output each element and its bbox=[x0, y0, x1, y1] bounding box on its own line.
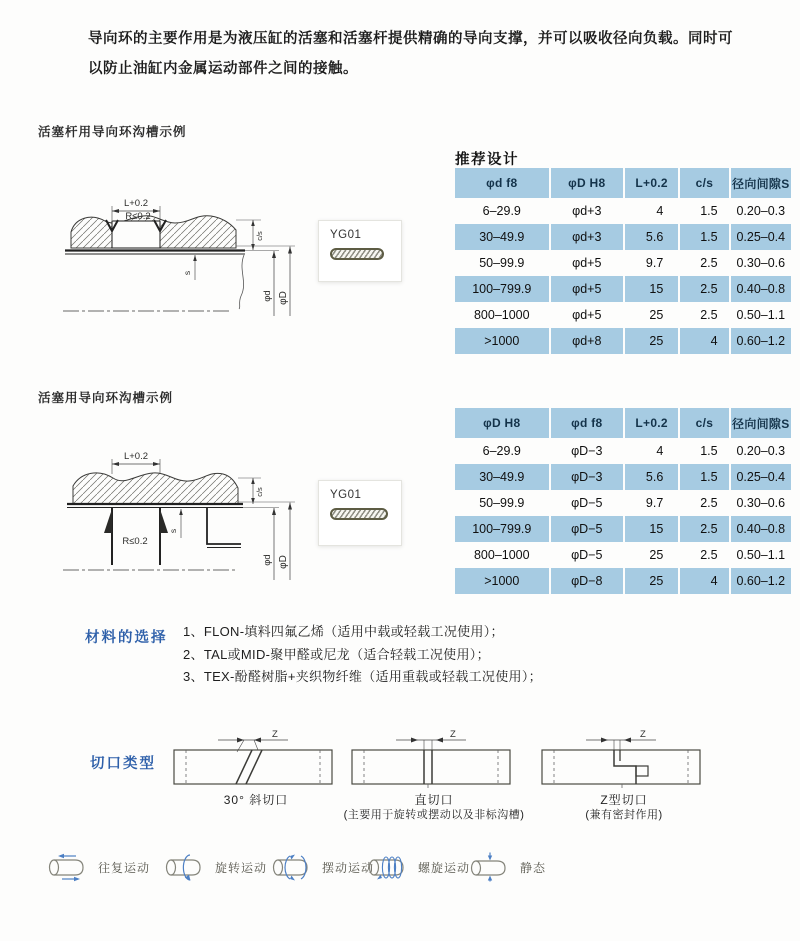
ring-strip bbox=[542, 750, 700, 784]
ext-line bbox=[254, 740, 258, 750]
groove-chamfer-right bbox=[160, 509, 168, 533]
dim-label-phid: φd bbox=[262, 554, 273, 566]
table-cell: 5.6 bbox=[625, 464, 678, 490]
arrowhead bbox=[288, 247, 292, 254]
dim-label-phid: φd bbox=[262, 290, 273, 302]
table-cell: >1000 bbox=[455, 328, 549, 354]
table-row bbox=[455, 464, 791, 490]
rotary-motion-icon bbox=[163, 852, 207, 882]
table-row bbox=[455, 568, 791, 594]
section-piston-heading: 活塞用导向环沟槽示例 bbox=[38, 391, 174, 405]
arrowhead bbox=[436, 738, 443, 743]
cylinder-wall-section bbox=[73, 473, 238, 504]
column-header: L+0.2 bbox=[625, 408, 678, 438]
table-cell: 9.7 bbox=[645, 256, 664, 270]
z-cut-line bbox=[614, 750, 636, 784]
piston-groove-drawing bbox=[55, 438, 317, 610]
table-cell: 0.40–0.8 bbox=[731, 276, 791, 302]
table-cell: 4 bbox=[680, 328, 728, 354]
table-cell: 25 bbox=[649, 548, 664, 562]
reciprocating-motion-icon bbox=[46, 852, 90, 882]
table-cell: 6–29.9 bbox=[482, 204, 521, 218]
dim-label-Z: Z bbox=[450, 729, 456, 740]
arrowhead bbox=[254, 738, 261, 743]
table-cell: 25 bbox=[625, 568, 678, 594]
table-row bbox=[455, 328, 791, 354]
arrowhead bbox=[251, 220, 255, 226]
motion-static bbox=[468, 852, 546, 882]
table-cell: >1000 bbox=[455, 568, 549, 594]
column-header: φd f8 bbox=[551, 408, 623, 438]
motion-oscillating bbox=[270, 852, 374, 882]
profile-code: YG01 bbox=[330, 489, 362, 501]
rod-groove-drawing bbox=[55, 178, 317, 350]
arrowhead bbox=[272, 508, 276, 515]
table-cell: 0.60–1.2 bbox=[731, 568, 791, 594]
table-cell: 50–99.9 bbox=[479, 256, 525, 270]
ring-strip bbox=[174, 750, 332, 784]
column-header: 径向间隙S bbox=[731, 408, 791, 438]
motion-reciprocating bbox=[46, 852, 150, 882]
motion-label: 螺旋运动 bbox=[418, 860, 471, 875]
table-cell: 2.5 bbox=[680, 276, 728, 302]
arrowhead bbox=[112, 462, 119, 466]
table-cell: 2.5 bbox=[680, 516, 728, 542]
table-cell: φd+5 bbox=[572, 256, 602, 270]
piston-step bbox=[207, 508, 241, 544]
table-cell: 0.40–0.8 bbox=[731, 516, 791, 542]
table-cell: 100–799.9 bbox=[455, 276, 549, 302]
column-header: 径向间隙S bbox=[731, 168, 791, 198]
table-title: 推荐设计 bbox=[455, 152, 519, 168]
table-cell: 2.5 bbox=[700, 548, 718, 562]
ring-cross-section bbox=[330, 508, 388, 520]
intro-paragraph: 导向环的主要作用是为液压缸的活塞和活塞杆提供精确的导向支撑，并可以吸收径向负载。同时可以防止油缸内金属运动部件之间的接触。 bbox=[88, 31, 733, 77]
table-cell: φd+3 bbox=[572, 204, 602, 218]
groove-chamfer-left bbox=[104, 509, 112, 533]
table-cell: 0.25–0.4 bbox=[731, 224, 791, 250]
materials-label: 材料的选择 bbox=[85, 630, 168, 646]
ring-strip bbox=[352, 750, 510, 784]
arrowhead bbox=[193, 255, 197, 261]
dim-label-cs: c/s bbox=[255, 231, 264, 241]
motion-label: 旋转运动 bbox=[215, 860, 268, 875]
table-cell: 1.5 bbox=[700, 204, 718, 218]
table-cell: φd+5 bbox=[551, 276, 623, 302]
arrowhead bbox=[153, 462, 160, 466]
helical-motion-icon bbox=[366, 852, 410, 882]
static-icon bbox=[468, 852, 512, 882]
column-header: φd f8 bbox=[455, 168, 549, 198]
motion-label: 往复运动 bbox=[98, 860, 151, 875]
dim-label-L: L+0.2 bbox=[123, 198, 149, 209]
table-cell: 15 bbox=[625, 516, 678, 542]
profile-card-piston bbox=[318, 480, 402, 546]
table-row bbox=[455, 276, 791, 302]
table-row bbox=[455, 516, 791, 542]
table-cell: 5.6 bbox=[625, 224, 678, 250]
groove-cavity bbox=[112, 221, 160, 248]
cut-name-slant: 30° 斜切口 bbox=[223, 793, 289, 807]
arrowhead bbox=[272, 251, 276, 258]
table-cell: 50–99.9 bbox=[479, 496, 525, 510]
table-cell: 0.50–1.1 bbox=[736, 308, 786, 322]
table-cell: φd+5 bbox=[572, 308, 602, 322]
table-cell: φD−5 bbox=[551, 516, 623, 542]
table-row bbox=[455, 302, 791, 328]
table-row bbox=[455, 490, 791, 516]
table-cell: φD−5 bbox=[571, 496, 603, 510]
table-cell: 25 bbox=[625, 328, 678, 354]
header-row bbox=[455, 168, 791, 198]
table-cell: 9.7 bbox=[645, 496, 664, 510]
dim-label-phiD: φD bbox=[278, 291, 289, 305]
motion-rotary bbox=[163, 852, 267, 882]
table-cell: 1.5 bbox=[680, 224, 728, 250]
table-cell: 1.5 bbox=[680, 464, 728, 490]
piston-design-table bbox=[453, 408, 793, 594]
arrowhead bbox=[601, 738, 608, 743]
table-row bbox=[455, 250, 791, 276]
profile-code: YG01 bbox=[330, 229, 362, 241]
table-cell: φD−5 bbox=[571, 548, 603, 562]
cut-diagram-straight bbox=[348, 728, 520, 790]
materials-list bbox=[183, 621, 663, 689]
arrowhead bbox=[112, 209, 119, 213]
cut-note-straight: (主要用于旋转或摆动以及非标沟槽) bbox=[343, 809, 525, 821]
table-cell: 0.20–0.3 bbox=[736, 444, 786, 458]
column-header: c/s bbox=[680, 408, 728, 438]
arrowhead bbox=[288, 503, 292, 510]
material-item: 1、FLON-填料四氟乙烯（适用中载或轻载工况使用）； bbox=[183, 624, 504, 639]
arrowhead bbox=[251, 244, 255, 250]
cut-name-straight: 直切口 bbox=[414, 793, 454, 807]
material-item: 3、TEX-酚醛树脂+夹织物纤维（适用重载或轻载工况使用）； bbox=[183, 669, 542, 684]
ring-cross-section bbox=[330, 248, 384, 260]
dim-label-R: R≤0.2 bbox=[125, 211, 151, 222]
motion-helical bbox=[366, 852, 470, 882]
dim-label-s: s bbox=[168, 528, 178, 534]
slant-cut-line bbox=[236, 750, 252, 784]
table-row bbox=[455, 438, 791, 464]
dim-label-Z: Z bbox=[640, 729, 646, 740]
dim-label-L: L+0.2 bbox=[123, 451, 149, 462]
table-cell: φD−8 bbox=[551, 568, 623, 594]
table-cell: 800–1000 bbox=[473, 308, 530, 322]
break-line bbox=[239, 255, 244, 309]
table-cell: φd+8 bbox=[551, 328, 623, 354]
motion-label: 静态 bbox=[520, 860, 547, 875]
table-cell: 100–799.9 bbox=[455, 516, 549, 542]
table-row bbox=[455, 542, 791, 568]
table-cell: 0.50–1.1 bbox=[736, 548, 786, 562]
cut-types-label: 切口类型 bbox=[90, 756, 156, 772]
table-cell: 2.5 bbox=[700, 308, 718, 322]
table-cell: 30–49.9 bbox=[455, 224, 549, 250]
dim-label-s: s bbox=[182, 270, 192, 276]
dim-label-phiD: φD bbox=[278, 555, 289, 569]
table-cell: 4 bbox=[680, 568, 728, 594]
slant-cut-line bbox=[246, 750, 262, 784]
table-cell: 25 bbox=[649, 308, 664, 322]
arrowhead bbox=[251, 478, 255, 484]
table-cell: 1.5 bbox=[700, 444, 718, 458]
oscillating-motion-icon bbox=[270, 852, 314, 882]
table-cell: 6–29.9 bbox=[482, 444, 521, 458]
arrowhead bbox=[179, 509, 183, 515]
table-cell: φD−3 bbox=[571, 444, 603, 458]
table-cell: 0.20–0.3 bbox=[736, 204, 786, 218]
table-cell: φD−3 bbox=[551, 464, 623, 490]
dim-label-cs: c/s bbox=[255, 487, 264, 497]
table-cell: 15 bbox=[625, 276, 678, 302]
table-cell: 0.30–0.6 bbox=[736, 496, 786, 510]
table-cell: 0.60–1.2 bbox=[731, 328, 791, 354]
column-header: L+0.2 bbox=[625, 168, 678, 198]
column-header: φD H8 bbox=[551, 168, 623, 198]
dim-label-R: R≤0.2 bbox=[122, 536, 148, 547]
table-cell: 4 bbox=[656, 204, 664, 218]
section-rod-heading: 活塞杆用导向环沟槽示例 bbox=[38, 125, 187, 139]
table-cell: φd+3 bbox=[551, 224, 623, 250]
cut-diagram-z bbox=[538, 728, 710, 790]
table-cell: 2.5 bbox=[700, 256, 718, 270]
arrowhead bbox=[153, 209, 160, 213]
arrowhead bbox=[624, 738, 631, 743]
cut-diagram-slant bbox=[170, 728, 342, 790]
cut-name-z: Z型切口 bbox=[600, 793, 648, 807]
profile-card-rod bbox=[318, 220, 402, 282]
rod-design-table bbox=[453, 168, 793, 354]
arrowhead bbox=[251, 498, 255, 504]
column-header: c/s bbox=[680, 168, 728, 198]
arrowhead bbox=[411, 738, 418, 743]
z-cut-notch bbox=[636, 766, 648, 776]
table-cell: 0.30–0.6 bbox=[736, 256, 786, 270]
column-header: φD H8 bbox=[455, 408, 549, 438]
cut-note-z: (兼有密封作用) bbox=[585, 809, 663, 821]
table-cell: 2.5 bbox=[700, 496, 718, 510]
material-item: 2、TAL或MID-聚甲醛或尼龙（适合轻载工况使用）； bbox=[183, 646, 490, 662]
dim-label-Z: Z bbox=[272, 729, 278, 740]
table-row bbox=[455, 224, 791, 250]
table-row bbox=[455, 198, 791, 224]
table-cell: 0.25–0.4 bbox=[731, 464, 791, 490]
table-cell: 800–1000 bbox=[473, 548, 530, 562]
header-row bbox=[455, 408, 791, 438]
motion-label: 摆动运动 bbox=[322, 860, 375, 875]
table-cell: 30–49.9 bbox=[455, 464, 549, 490]
table-cell: 4 bbox=[656, 444, 664, 458]
